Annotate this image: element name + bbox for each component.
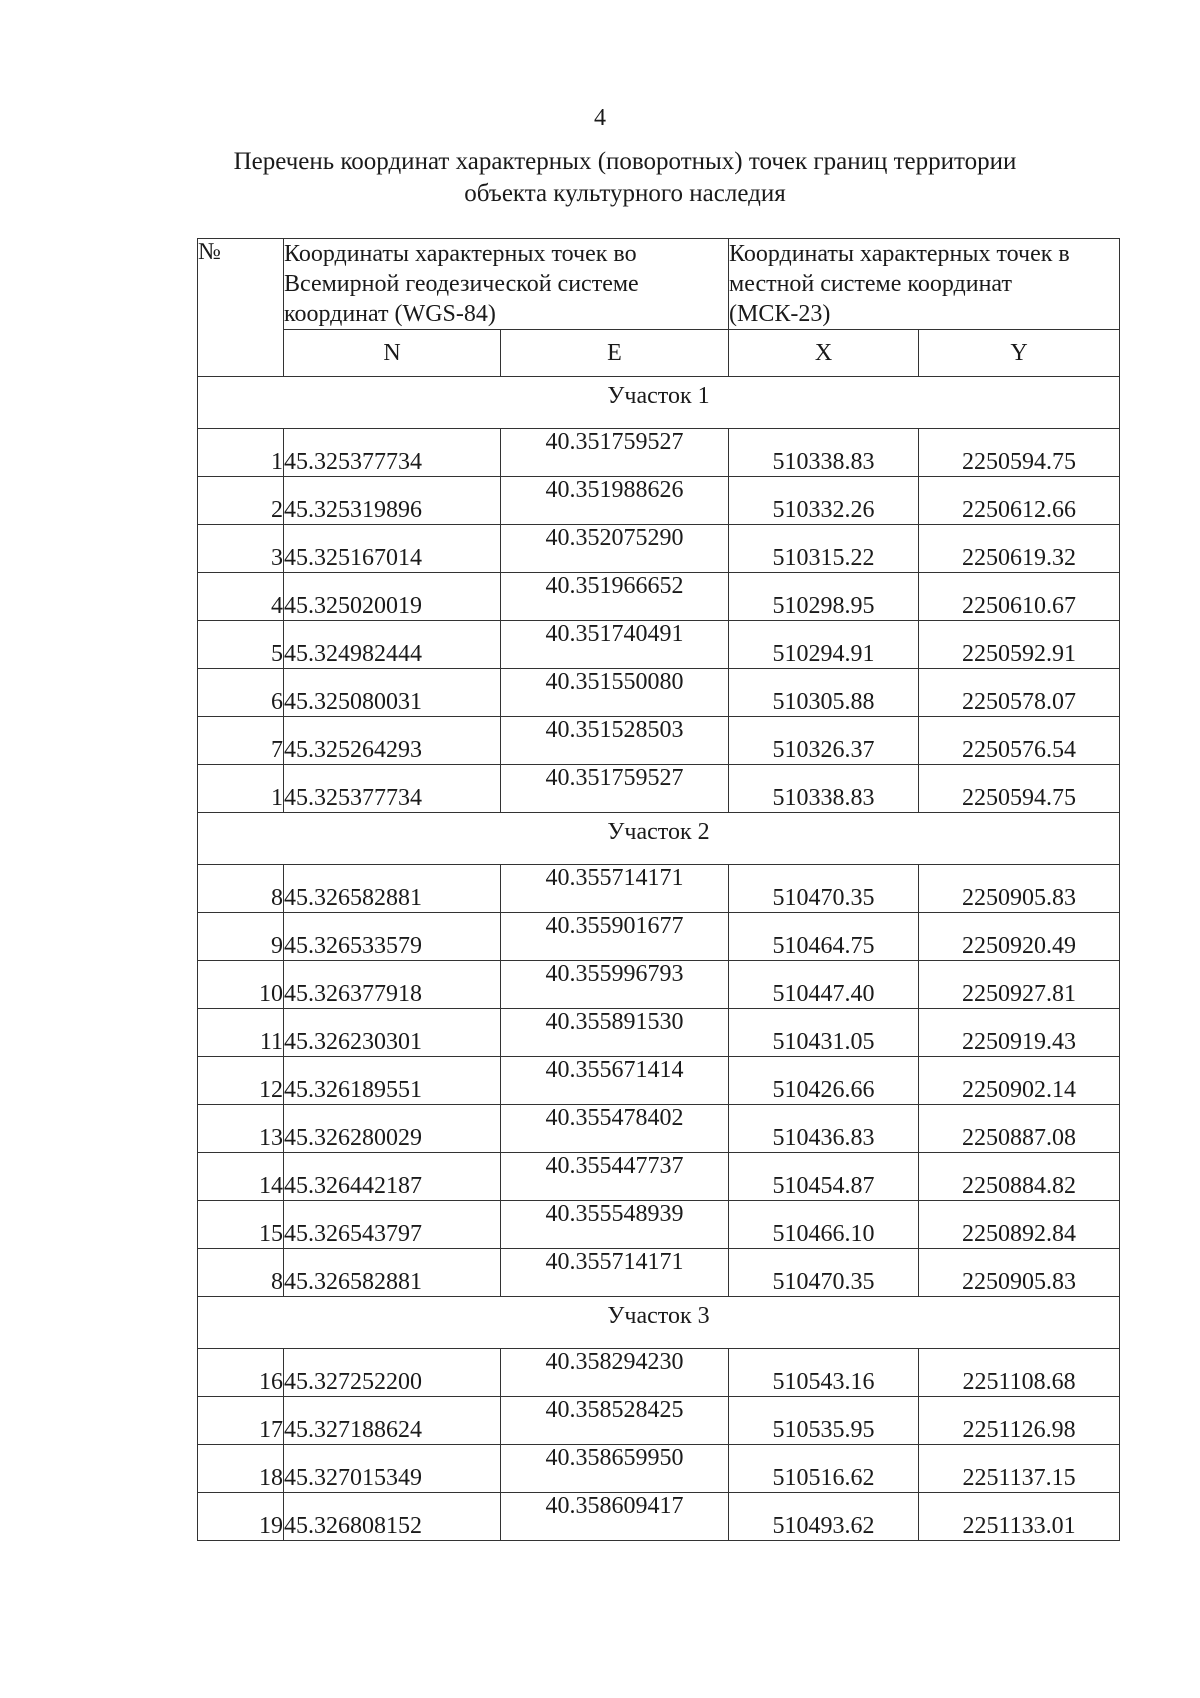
point-number-cell: 1	[198, 765, 284, 813]
point-number-cell: 17	[198, 1397, 284, 1445]
wgs-e-cell: 40.355447737	[501, 1153, 729, 1201]
header-y: Y	[919, 330, 1120, 377]
table-body	[198, 377, 1120, 1541]
msk-y-cell: 2250594.75	[919, 765, 1120, 813]
table-row	[198, 961, 1120, 1009]
msk-x-cell: 510466.10	[729, 1201, 919, 1249]
section-row	[198, 813, 1120, 865]
msk-y-cell: 2250927.81	[919, 961, 1120, 1009]
msk-y-cell: 2250887.08	[919, 1105, 1120, 1153]
msk-y-cell: 2250920.49	[919, 913, 1120, 961]
wgs-e-cell: 40.351759527	[501, 429, 729, 477]
msk-x-cell: 510338.83	[729, 429, 919, 477]
wgs-e-cell: 40.355996793	[501, 961, 729, 1009]
wgs-n-cell: 45.326533579	[284, 913, 501, 961]
wgs-n-cell: 45.325080031	[284, 669, 501, 717]
document-title	[150, 146, 1100, 210]
header-x: X	[729, 330, 919, 377]
table-row	[198, 429, 1120, 477]
wgs-e-cell: 40.355478402	[501, 1105, 729, 1153]
section-title: Участок 3	[198, 1297, 1120, 1349]
table-row	[198, 1397, 1120, 1445]
wgs-e-cell: 40.352075290	[501, 525, 729, 573]
header-n: N	[284, 330, 501, 377]
wgs-e-cell: 40.355671414	[501, 1057, 729, 1105]
section-title: Участок 1	[198, 377, 1120, 429]
point-number-cell: 16	[198, 1349, 284, 1397]
wgs-e-cell: 40.358528425	[501, 1397, 729, 1445]
wgs-e-cell: 40.355714171	[501, 865, 729, 913]
wgs-n-cell: 45.326280029	[284, 1105, 501, 1153]
msk-y-cell: 2250905.83	[919, 865, 1120, 913]
msk-y-cell: 2250578.07	[919, 669, 1120, 717]
section-row	[198, 1297, 1120, 1349]
table-row	[198, 1153, 1120, 1201]
msk-x-cell: 510436.83	[729, 1105, 919, 1153]
msk-x-cell: 510470.35	[729, 865, 919, 913]
msk-y-cell: 2251108.68	[919, 1349, 1120, 1397]
msk-x-cell: 510535.95	[729, 1397, 919, 1445]
wgs-n-cell: 45.325377734	[284, 429, 501, 477]
header-msk23-group: Координаты характерных точек в местной системе координат (МСК-23)	[729, 239, 1120, 330]
point-number-cell: 13	[198, 1105, 284, 1153]
wgs-n-cell: 45.327252200	[284, 1349, 501, 1397]
wgs-e-cell: 40.351759527	[501, 765, 729, 813]
document-title-line-2: объекта культурного наследия	[464, 180, 786, 207]
msk-y-cell: 2250892.84	[919, 1201, 1120, 1249]
wgs-n-cell: 45.325319896	[284, 477, 501, 525]
wgs-n-cell: 45.326230301	[284, 1009, 501, 1057]
table-row	[198, 765, 1120, 813]
section-title: Участок 2	[198, 813, 1120, 865]
wgs-n-cell: 45.326582881	[284, 1249, 501, 1297]
wgs-n-cell: 45.325167014	[284, 525, 501, 573]
table-row	[198, 1445, 1120, 1493]
msk-x-cell: 510543.16	[729, 1349, 919, 1397]
point-number-cell: 9	[198, 913, 284, 961]
wgs-n-cell: 45.326442187	[284, 1153, 501, 1201]
point-number-cell: 18	[198, 1445, 284, 1493]
wgs-e-cell: 40.351550080	[501, 669, 729, 717]
point-number-cell: 8	[198, 865, 284, 913]
point-number-cell: 14	[198, 1153, 284, 1201]
msk-y-cell: 2251137.15	[919, 1445, 1120, 1493]
msk-y-cell: 2250592.91	[919, 621, 1120, 669]
point-number-cell: 1	[198, 429, 284, 477]
table-row	[198, 1249, 1120, 1297]
point-number-cell: 5	[198, 621, 284, 669]
msk-y-cell: 2250610.67	[919, 573, 1120, 621]
wgs-e-cell: 40.351740491	[501, 621, 729, 669]
wgs-e-cell: 40.351988626	[501, 477, 729, 525]
point-number-cell: 10	[198, 961, 284, 1009]
table-row	[198, 525, 1120, 573]
wgs-e-cell: 40.355548939	[501, 1201, 729, 1249]
msk-x-cell: 510516.62	[729, 1445, 919, 1493]
wgs-n-cell: 45.326543797	[284, 1201, 501, 1249]
point-number-cell: 3	[198, 525, 284, 573]
table-row	[198, 669, 1120, 717]
wgs-e-cell: 40.351528503	[501, 717, 729, 765]
table-row	[198, 1057, 1120, 1105]
table-row	[198, 1105, 1120, 1153]
wgs-n-cell: 45.326582881	[284, 865, 501, 913]
msk-y-cell: 2250576.54	[919, 717, 1120, 765]
msk-x-cell: 510447.40	[729, 961, 919, 1009]
msk-x-cell: 510426.66	[729, 1057, 919, 1105]
wgs-e-cell: 40.355901677	[501, 913, 729, 961]
wgs-n-cell: 45.325020019	[284, 573, 501, 621]
msk-y-cell: 2250902.14	[919, 1057, 1120, 1105]
wgs-e-cell: 40.358659950	[501, 1445, 729, 1493]
table-row	[198, 1201, 1120, 1249]
msk-x-cell: 510431.05	[729, 1009, 919, 1057]
wgs-n-cell: 45.325264293	[284, 717, 501, 765]
wgs-n-cell: 45.326377918	[284, 961, 501, 1009]
msk-x-cell: 510326.37	[729, 717, 919, 765]
table-row	[198, 621, 1120, 669]
msk-x-cell: 510332.26	[729, 477, 919, 525]
wgs-n-cell: 45.326808152	[284, 1493, 501, 1541]
msk-y-cell: 2250884.82	[919, 1153, 1120, 1201]
table-row	[198, 573, 1120, 621]
table-row	[198, 1009, 1120, 1057]
msk-x-cell: 510470.35	[729, 1249, 919, 1297]
wgs-n-cell: 45.324982444	[284, 621, 501, 669]
msk-y-cell: 2250919.43	[919, 1009, 1120, 1057]
point-number-cell: 11	[198, 1009, 284, 1057]
point-number-cell: 7	[198, 717, 284, 765]
wgs-e-cell: 40.355714171	[501, 1249, 729, 1297]
table-row	[198, 1349, 1120, 1397]
wgs-n-cell: 45.327015349	[284, 1445, 501, 1493]
point-number-cell: 4	[198, 573, 284, 621]
point-number-cell: 19	[198, 1493, 284, 1541]
msk-x-cell: 510454.87	[729, 1153, 919, 1201]
point-number-cell: 6	[198, 669, 284, 717]
msk-x-cell: 510305.88	[729, 669, 919, 717]
msk-x-cell: 510298.95	[729, 573, 919, 621]
msk-y-cell: 2250619.32	[919, 525, 1120, 573]
table-header	[198, 239, 1120, 377]
table-row	[198, 1493, 1120, 1541]
table-row	[198, 477, 1120, 525]
wgs-e-cell: 40.358294230	[501, 1349, 729, 1397]
point-number-cell: 15	[198, 1201, 284, 1249]
msk-x-cell: 510493.62	[729, 1493, 919, 1541]
wgs-n-cell: 45.325377734	[284, 765, 501, 813]
coordinates-table	[197, 238, 1120, 1541]
header-number: №	[198, 239, 284, 377]
msk-y-cell: 2250612.66	[919, 477, 1120, 525]
wgs-e-cell: 40.351966652	[501, 573, 729, 621]
msk-y-cell: 2251126.98	[919, 1397, 1120, 1445]
wgs-n-cell: 45.327188624	[284, 1397, 501, 1445]
wgs-e-cell: 40.358609417	[501, 1493, 729, 1541]
table-row	[198, 865, 1120, 913]
section-row	[198, 377, 1120, 429]
point-number-cell: 8	[198, 1249, 284, 1297]
msk-x-cell: 510315.22	[729, 525, 919, 573]
table-row	[198, 717, 1120, 765]
msk-x-cell: 510294.91	[729, 621, 919, 669]
page-number: 4	[594, 105, 606, 131]
point-number-cell: 12	[198, 1057, 284, 1105]
point-number-cell: 2	[198, 477, 284, 525]
msk-y-cell: 2251133.01	[919, 1493, 1120, 1541]
msk-x-cell: 510464.75	[729, 913, 919, 961]
wgs-e-cell: 40.355891530	[501, 1009, 729, 1057]
header-e: E	[501, 330, 729, 377]
msk-y-cell: 2250905.83	[919, 1249, 1120, 1297]
msk-y-cell: 2250594.75	[919, 429, 1120, 477]
msk-x-cell: 510338.83	[729, 765, 919, 813]
document-title-line-1: Перечень координат характерных (поворотных) точек границ территории	[233, 148, 1017, 175]
header-wgs84-group: Координаты характерных точек во Всемирной геодезической системе координат (WGS-84)	[284, 239, 729, 330]
table-row	[198, 913, 1120, 961]
wgs-n-cell: 45.326189551	[284, 1057, 501, 1105]
